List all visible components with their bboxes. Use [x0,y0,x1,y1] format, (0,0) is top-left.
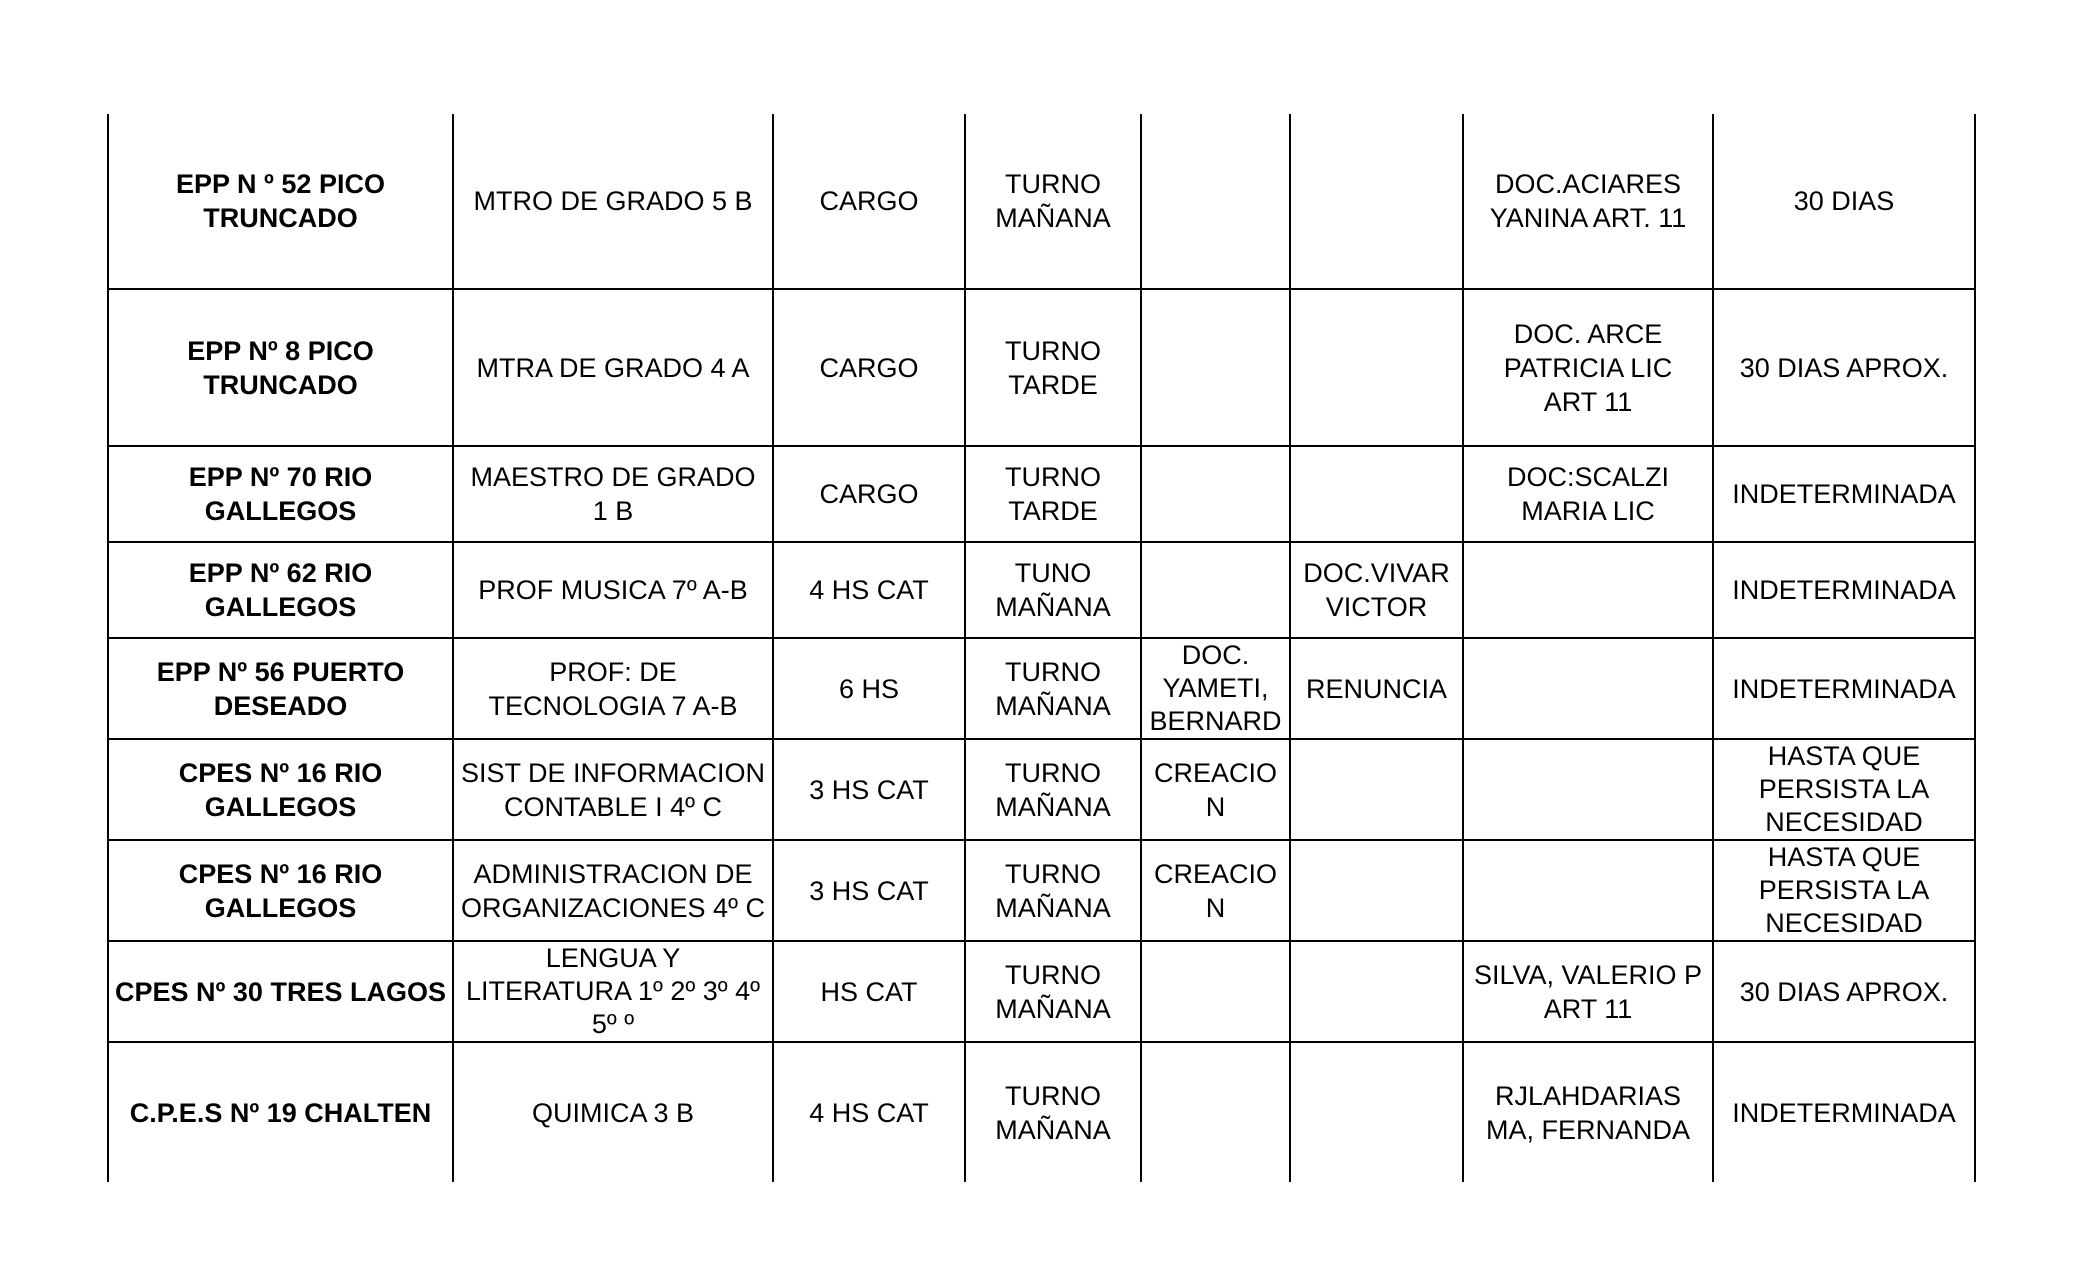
previous-holder-cell [1290,446,1463,542]
type-cell: 3 HS CAT [773,840,965,941]
previous-holder-cell: DOC.VIVAR VICTOR [1290,542,1463,638]
reason-cell: CREACIO N [1141,840,1290,941]
reason-cell [1141,542,1290,638]
titular-cell: DOC. ARCE PATRICIA LIC ART 11 [1463,289,1713,446]
position-cell: QUIMICA 3 B [453,1042,773,1182]
position-cell: MTRA DE GRADO 4 A [453,289,773,446]
school-cell: EPP N º 52 PICO TRUNCADO [108,114,453,289]
table-row [108,941,1975,1042]
position-cell: PROF: DE TECNOLOGIA 7 A-B [453,638,773,739]
shift-cell: TURNO TARDE [965,289,1141,446]
shift-cell: TURNO TARDE [965,446,1141,542]
titular-cell [1463,840,1713,941]
school-cell: C.P.E.S Nº 19 CHALTEN [108,1042,453,1182]
position-cell: LENGUA Y LITERATURA 1º 2º 3º 4º 5º º [453,941,773,1042]
duration-cell: HASTA QUE PERSISTA LA NECESIDAD [1713,840,1975,941]
titular-cell: SILVA, VALERIO P ART 11 [1463,941,1713,1042]
type-cell: HS CAT [773,941,965,1042]
type-cell: 4 HS CAT [773,542,965,638]
school-cell: EPP Nº 8 PICO TRUNCADO [108,289,453,446]
position-cell: MTRO DE GRADO 5 B [453,114,773,289]
table-row [108,1042,1975,1182]
table-row [108,542,1975,638]
reason-cell [1141,289,1290,446]
school-cell: EPP Nº 70 RIO GALLEGOS [108,446,453,542]
reason-cell [1141,1042,1290,1182]
shift-cell: TURNO MAÑANA [965,114,1141,289]
position-cell: SIST DE INFORMACION CONTABLE I 4º C [453,739,773,840]
duration-cell: INDETERMINADA [1713,542,1975,638]
reason-cell [1141,114,1290,289]
titular-cell [1463,739,1713,840]
school-cell: CPES Nº 30 TRES LAGOS [108,941,453,1042]
school-cell: EPP Nº 62 RIO GALLEGOS [108,542,453,638]
titular-cell [1463,542,1713,638]
type-cell: CARGO [773,446,965,542]
type-cell: CARGO [773,289,965,446]
type-cell: 4 HS CAT [773,1042,965,1182]
table-row [108,739,1975,840]
titular-cell [1463,638,1713,739]
position-cell: ADMINISTRACION DE ORGANIZACIONES 4º C [453,840,773,941]
titular-cell: DOC.ACIARES YANINA ART. 11 [1463,114,1713,289]
previous-holder-cell [1290,941,1463,1042]
duration-cell: 30 DIAS [1713,114,1975,289]
previous-holder-cell: RENUNCIA [1290,638,1463,739]
position-cell: MAESTRO DE GRADO 1 B [453,446,773,542]
type-cell: 3 HS CAT [773,739,965,840]
table-row [108,114,1975,289]
table-row [108,289,1975,446]
shift-cell: TURNO MAÑANA [965,840,1141,941]
table-row [108,840,1975,941]
type-cell: 6 HS [773,638,965,739]
duration-cell: INDETERMINADA [1713,446,1975,542]
shift-cell: TUNO MAÑANA [965,542,1141,638]
type-cell: CARGO [773,114,965,289]
shift-cell: TURNO MAÑANA [965,739,1141,840]
school-cell: CPES Nº 16 RIO GALLEGOS [108,840,453,941]
school-cell: CPES Nº 16 RIO GALLEGOS [108,739,453,840]
previous-holder-cell [1290,289,1463,446]
duration-cell: INDETERMINADA [1713,638,1975,739]
position-cell: PROF MUSICA 7º A-B [453,542,773,638]
reason-cell [1141,446,1290,542]
titular-cell: DOC:SCALZI MARIA LIC [1463,446,1713,542]
table-row [108,446,1975,542]
previous-holder-cell [1290,739,1463,840]
shift-cell: TURNO MAÑANA [965,638,1141,739]
reason-cell: DOC. YAMETI, BERNARD [1141,638,1290,739]
titular-cell: RJLAHDARIAS MA, FERNANDA [1463,1042,1713,1182]
shift-cell: TURNO MAÑANA [965,1042,1141,1182]
shift-cell: TURNO MAÑANA [965,941,1141,1042]
vacancy-table [107,114,1976,1182]
duration-cell: 30 DIAS APROX. [1713,289,1975,446]
previous-holder-cell [1290,1042,1463,1182]
duration-cell: 30 DIAS APROX. [1713,941,1975,1042]
table-row [108,638,1975,739]
school-cell: EPP Nº 56 PUERTO DESEADO [108,638,453,739]
previous-holder-cell [1290,114,1463,289]
reason-cell [1141,941,1290,1042]
previous-holder-cell [1290,840,1463,941]
reason-cell: CREACIO N [1141,739,1290,840]
duration-cell: INDETERMINADA [1713,1042,1975,1182]
duration-cell: HASTA QUE PERSISTA LA NECESIDAD [1713,739,1975,840]
